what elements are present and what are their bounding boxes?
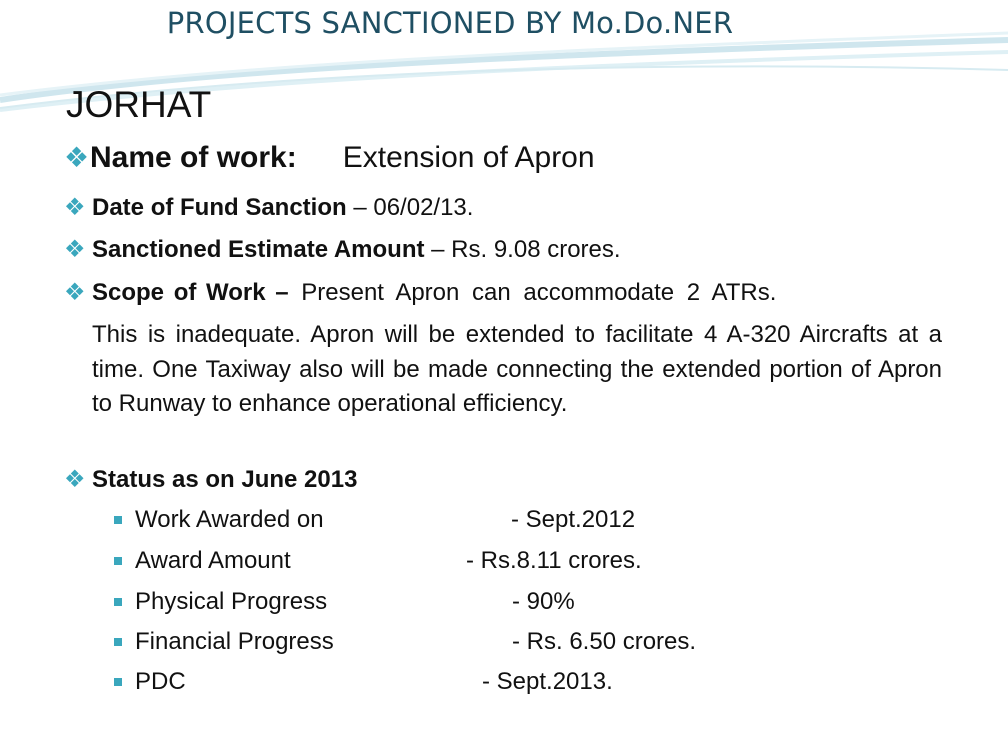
status-line <box>64 465 357 494</box>
status-label: Status as on June 2013 <box>92 466 358 493</box>
status-item-label: Financial Progress <box>135 628 334 655</box>
diamond-bullet-icon: ❖ <box>64 142 90 173</box>
date-of-sanction-value: – 06/02/13. <box>346 194 474 221</box>
diamond-bullet-icon: ❖ <box>64 466 86 493</box>
scope-first-line: Present Apron can accommodate 2 ATRs. <box>288 279 777 306</box>
date-of-sanction-label: Date of Fund Sanction <box>92 194 347 221</box>
status-item-value: - Rs.8.11 crores. <box>466 547 642 574</box>
square-bullet-icon <box>114 557 122 565</box>
diamond-bullet-icon: ❖ <box>64 279 86 306</box>
square-bullet-icon <box>114 678 122 686</box>
square-bullet-icon <box>114 598 122 606</box>
diamond-bullet-icon: ❖ <box>64 194 86 221</box>
scope-label: Scope of Work – <box>92 279 289 306</box>
slide-title: PROJECTS SANCTIONED BY Mo.Do.NER <box>166 6 734 40</box>
scope-continuation: This is inadequate. Apron will be extended to facilitate 4 A-320 Aircrafts at a time. One Taxiway also will be made connecting the extended portion of Apron to Runway to enhance operational efficiency. <box>92 321 942 417</box>
status-item-label: Award Amount <box>135 547 291 574</box>
estimate-value: – Rs. 9.08 crores. <box>424 236 621 263</box>
status-item-value: - Sept.2013. <box>482 668 613 695</box>
estimate-label: Sanctioned Estimate Amount <box>92 236 425 263</box>
status-item-label: PDC <box>135 668 186 695</box>
square-bullet-icon <box>114 638 122 646</box>
square-bullet-icon <box>114 516 122 524</box>
status-item-value: - 90% <box>512 588 575 615</box>
estimate-line <box>64 235 621 264</box>
scope-line <box>64 278 944 307</box>
location-heading: JORHAT <box>66 84 212 125</box>
name-of-work-label: Name of work: <box>90 141 297 174</box>
date-of-sanction-line <box>64 193 473 222</box>
diamond-bullet-icon: ❖ <box>64 236 86 263</box>
status-item-value: - Rs. 6.50 crores. <box>512 628 697 655</box>
status-item-value: - Sept.2012 <box>511 506 636 533</box>
name-of-work-line <box>64 141 595 175</box>
name-of-work-value: Extension of Apron <box>342 141 595 174</box>
status-item-label: Physical Progress <box>135 588 328 615</box>
status-item-label: Work Awarded on <box>135 506 324 533</box>
